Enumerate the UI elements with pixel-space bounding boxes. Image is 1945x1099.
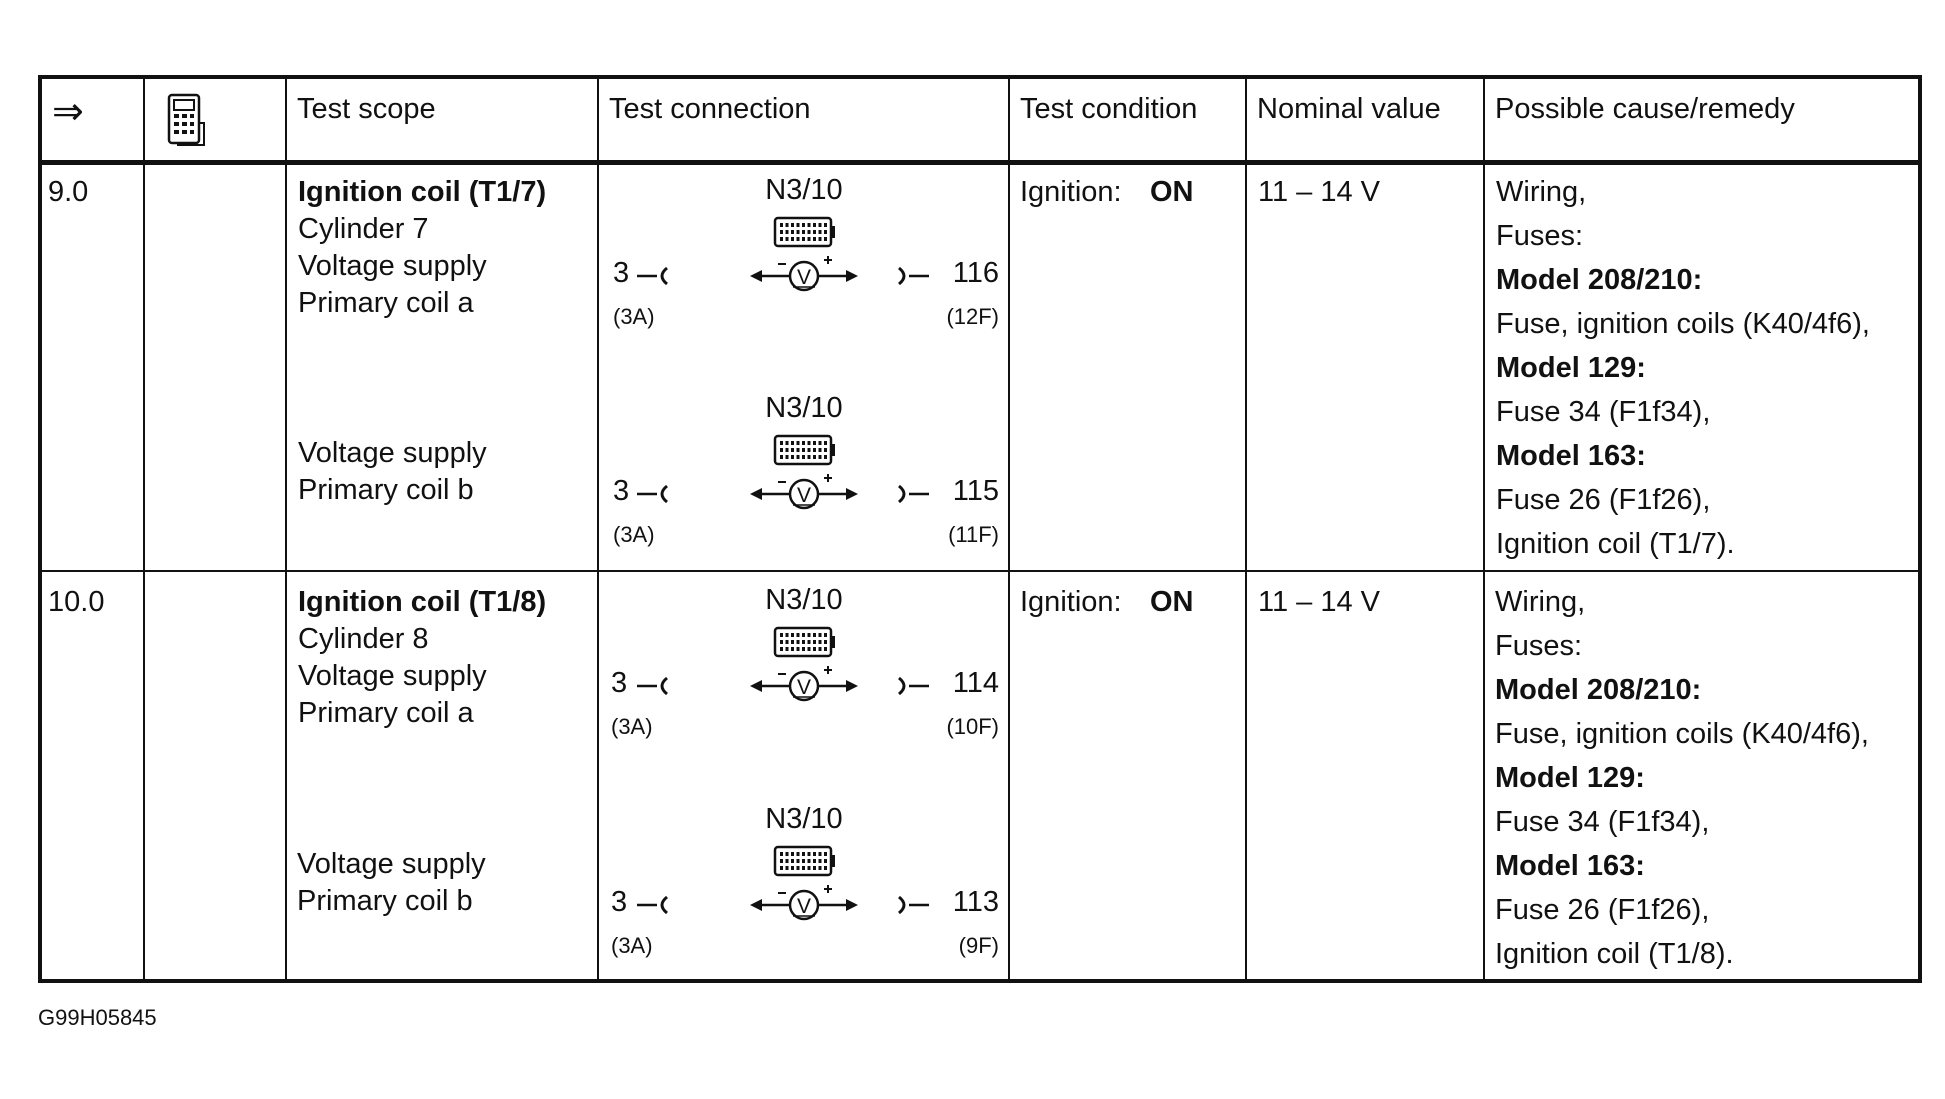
col-divider — [285, 79, 287, 979]
remedy-line: Model 129: — [1495, 762, 1645, 794]
figure-id: G99H05845 — [38, 1005, 157, 1030]
left-plug-icon — [637, 486, 667, 502]
condition-value: ON — [1150, 176, 1194, 208]
remedy-line: Model 208/210: — [1496, 264, 1703, 296]
tester-device-icon — [166, 93, 206, 152]
header-possible-cause: Possible cause/remedy — [1495, 93, 1795, 125]
remedy-line: Fuses: — [1496, 220, 1584, 252]
scope-text: Primary coil b — [297, 885, 473, 917]
nominal-value: 11 – 14 V — [1258, 586, 1381, 618]
scope-title: Ignition coil (T1/8) — [298, 586, 547, 618]
left-pin-sub: (3A) — [611, 714, 653, 739]
voltmeter-symbol — [750, 666, 858, 700]
left-pin-sub: (3A) — [611, 933, 653, 958]
voltmeter-icon — [599, 174, 1009, 354]
remedy-line: Model 163: — [1496, 440, 1646, 472]
svg-text:V: V — [796, 484, 812, 507]
remedy-line: Fuse 26 (F1f26), — [1495, 894, 1710, 926]
right-plug-icon — [899, 897, 929, 913]
voltmeter-symbol — [750, 885, 858, 919]
connector-label: N3/10 — [765, 392, 843, 424]
right-plug-icon — [899, 486, 929, 502]
right-pin: 116 — [952, 257, 999, 289]
left-pin: 3 — [611, 667, 628, 699]
col-divider — [143, 79, 145, 979]
remedy-line: Model 129: — [1496, 352, 1646, 384]
condition-label: Ignition: — [1020, 176, 1122, 208]
right-pin: 114 — [952, 667, 999, 699]
voltmeter-symbol — [750, 474, 858, 508]
right-pin-sub: (12F) — [946, 304, 999, 329]
step-number: 10.0 — [48, 586, 105, 618]
remedy-line: Fuse 26 (F1f26), — [1496, 484, 1711, 516]
remedy-line: Ignition coil (T1/8). — [1495, 938, 1734, 970]
left-pin: 3 — [613, 475, 630, 507]
svg-text:V: V — [796, 895, 812, 918]
scope-text: Voltage supply — [298, 660, 487, 692]
svg-text:V: V — [796, 676, 812, 699]
left-plug-icon — [637, 897, 667, 913]
remedy-list — [1496, 170, 1870, 566]
connection-diagram — [599, 174, 1009, 374]
header-divider — [42, 160, 1918, 165]
right-pin: 113 — [952, 886, 999, 918]
voltmeter-icon — [599, 584, 1009, 764]
test-table — [38, 75, 1922, 983]
header-nominal-value: Nominal value — [1257, 93, 1441, 125]
left-pin: 3 — [613, 257, 630, 289]
right-pin-sub: (10F) — [946, 714, 999, 739]
connector-block-icon — [775, 218, 835, 246]
remedy-line: Wiring, — [1496, 176, 1587, 208]
header-test-scope: Test scope — [297, 93, 436, 125]
remedy-line: Fuse 34 (F1f34), — [1495, 806, 1710, 838]
remedy-line: Wiring, — [1495, 586, 1586, 618]
left-pin-sub: (3A) — [613, 522, 655, 547]
left-plug-icon — [637, 678, 667, 694]
col-divider — [1483, 79, 1485, 979]
remedy-list — [1495, 580, 1869, 976]
connector-label: N3/10 — [765, 803, 843, 835]
right-pin: 115 — [952, 475, 999, 507]
right-pin-sub: (11F) — [948, 522, 999, 547]
connection-diagram — [599, 584, 1009, 784]
arrow-icon: ⇒ — [52, 91, 84, 133]
connection-diagram — [599, 392, 1009, 592]
right-pin-sub: (9F) — [958, 933, 999, 958]
remedy-line: Ignition coil (T1/7). — [1496, 528, 1735, 560]
connector-block-icon — [775, 847, 835, 875]
left-plug-icon — [637, 268, 667, 284]
voltmeter-icon — [599, 392, 1009, 572]
remedy-line: Model 163: — [1495, 850, 1645, 882]
remedy-line: Fuses: — [1495, 630, 1583, 662]
scope-text: Primary coil a — [298, 697, 474, 729]
step-number: 9.0 — [48, 176, 89, 208]
left-pin-sub: (3A) — [613, 304, 655, 329]
nominal-value: 11 – 14 V — [1258, 176, 1381, 208]
scope-text: Primary coil b — [298, 474, 474, 506]
condition-label: Ignition: — [1020, 586, 1122, 618]
scope-title: Ignition coil (T1/7) — [298, 176, 547, 208]
right-plug-icon — [899, 268, 929, 284]
header-test-condition: Test condition — [1020, 93, 1198, 125]
condition-value: ON — [1150, 586, 1194, 618]
scope-cylinder: Cylinder 8 — [298, 623, 429, 655]
remedy-line: Fuse, ignition coils (K40/4f6), — [1496, 308, 1870, 340]
left-pin: 3 — [611, 886, 628, 918]
scope-text: Voltage supply — [298, 250, 487, 282]
remedy-line: Fuse, ignition coils (K40/4f6), — [1495, 718, 1869, 750]
connection-diagram — [599, 803, 1009, 1003]
scope-cylinder: Cylinder 7 — [298, 213, 429, 245]
connector-label: N3/10 — [765, 174, 843, 206]
remedy-line: Fuse 34 (F1f34), — [1496, 396, 1711, 428]
scope-text: Voltage supply — [297, 848, 486, 880]
col-divider — [1245, 79, 1247, 979]
connector-block-icon — [775, 436, 835, 464]
connector-label: N3/10 — [765, 584, 843, 616]
remedy-line: Model 208/210: — [1495, 674, 1702, 706]
right-plug-icon — [899, 678, 929, 694]
voltmeter-symbol — [750, 256, 858, 290]
connector-block-icon — [775, 628, 835, 656]
scope-text: Primary coil a — [298, 287, 474, 319]
header-test-connection: Test connection — [609, 93, 811, 125]
voltmeter-icon — [599, 803, 1009, 983]
svg-text:V: V — [796, 266, 812, 289]
scope-text: Voltage supply — [298, 437, 487, 469]
